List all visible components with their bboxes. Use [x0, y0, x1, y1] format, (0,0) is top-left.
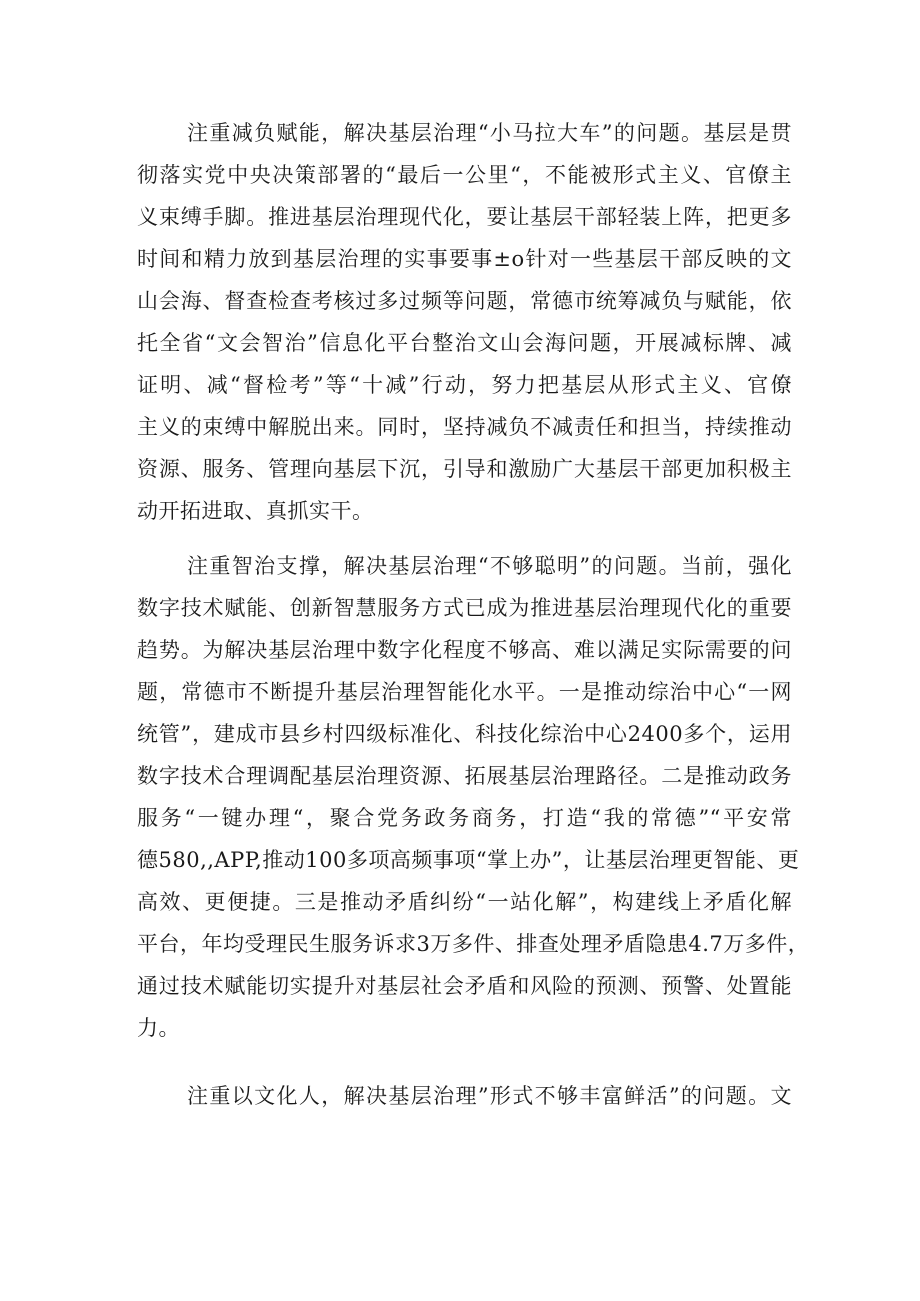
text-line: 高效、更便捷。三是推动矛盾纠纷“一站化解”，构建线上矛盾化解	[137, 890, 792, 914]
text-line: 资源、服务、管理向基层下沉，引导和激励广大基层干部更加积极主	[137, 457, 792, 481]
text-line: 注重减负赋能，解决基层治理“小马拉大车”的问题。基层是贯	[187, 121, 792, 145]
paragraph-culture	[137, 1075, 792, 1117]
text-line: 注重智治支撑，解决基层治理“不够聪明”的问题。当前，强化	[187, 554, 792, 578]
paragraph-smart-governance	[137, 545, 810, 1049]
text-line: 动开拓进取、真抓实干。	[137, 499, 374, 523]
text-line: 证明、减“督检考”等“十减”行动，努力把基层从形式主义、官僚	[137, 373, 792, 397]
text-line: 数字技术合理调配基层治理资源、拓展基层治理路径。二是推动政务	[137, 764, 792, 788]
text-line: 德580,,APP,推动100多项高频事项“掌上办”，让基层治理更智能、更	[137, 848, 800, 872]
text-line: 统管”，建成市县乡村四级标准化、科技化综治中心2400多个，运用	[137, 722, 792, 746]
text-line: 义束缚手脚。推进基层治理现代化，要让基层干部轻装上阵，把更多	[137, 205, 792, 229]
text-line: 托全省“文会智治”信息化平台整治文山会海问题，开展减标牌、减	[137, 331, 792, 355]
text-line: 服务“一键办理“，聚合党务政务商务，打造“我的常德”“平安常	[137, 806, 792, 830]
text-line: 时间和精力放到基层治理的实事要事±o针对一些基层干部反映的文	[137, 247, 792, 271]
text-line: 山会海、督查检查考核过多过频等问题，常德市统筹减负与赋能，依	[137, 289, 792, 313]
text-line: 趋势。为解决基层治理中数字化程度不够高、难以满足实际需要的问	[137, 638, 792, 662]
text-line: 通过技术赋能切实提升对基层社会矛盾和风险的预测、预警、处置能	[137, 974, 792, 998]
paragraph-reduce-burden	[137, 112, 792, 532]
text-line: 题，常德市不断提升基层治理智能化水平。一是推动综治中心“一网	[137, 680, 792, 704]
text-line: 力。	[137, 1016, 180, 1040]
text-line: 平台，年均受理民生服务诉求3万多件、排查处理矛盾隐患4.7万多件，	[137, 932, 810, 956]
text-line: 主义的束缚中解脱出来。同时，坚持减负不减责任和担当，持续推动	[137, 415, 792, 439]
text-line: 数字技术赋能、创新智慧服务方式已成为推进基层治理现代化的重要	[137, 596, 792, 620]
text-line: 彻落实党中央决策部署的“最后一公里“，不能被形式主义、官僚主	[137, 163, 792, 187]
text-line: 注重以文化人，解决基层治理”形式不够丰富鲜活”的问题。文	[187, 1084, 792, 1108]
